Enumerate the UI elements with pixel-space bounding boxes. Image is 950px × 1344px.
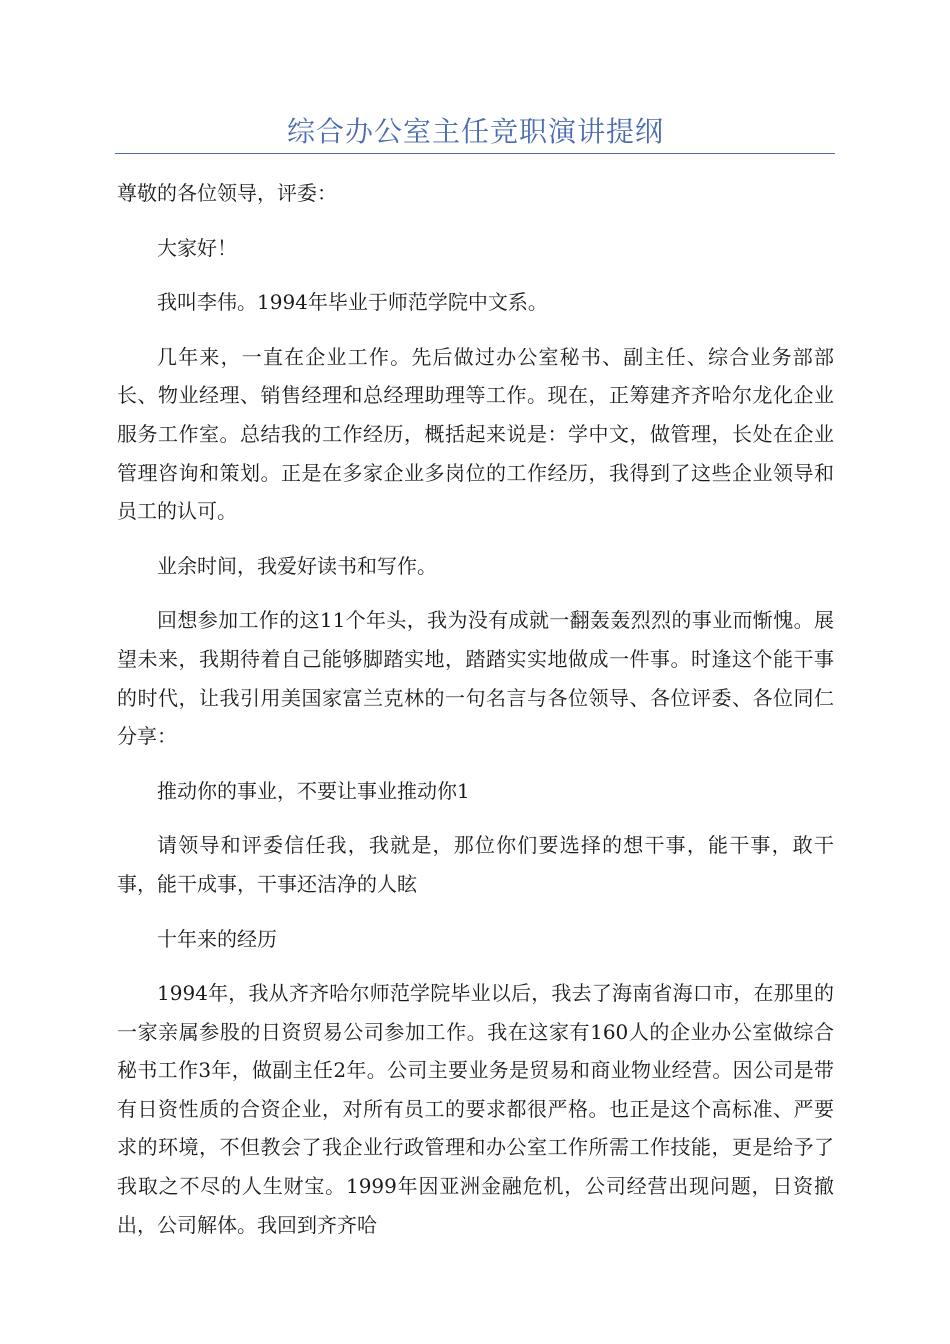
document-title: 综合办公室主任竞职演讲提纲 [286,115,664,148]
paragraph-work-history: 几年来，一直在企业工作。先后做过办公室秘书、副主任、综合业务部部长、物业经理、销售经理和总经理助理等工作。现在，正筹建齐齐哈尔龙化企业服务工作室。总结我的工作经历，概括起来说是：学中文，做管理，长处在企业管理咨询和策划。正是在多家企业多岗位的工作经历，我得到了这些企业领导和员工的认可。 [117,344,834,524]
paragraph-greeting: 大家好！ [157,235,237,260]
paragraph-hobbies: 业余时间，我爱好读书和写作。 [157,553,437,578]
paragraph-introduction: 我叫李伟。1994年毕业于师范学院中文系。 [157,290,548,315]
paragraph-salutation: 尊敬的各位领导，评委： [117,181,337,205]
paragraph-section-heading: 十年来的经历 [157,926,277,951]
paragraph-quote: 推动你的事业，不要让事业推动你1 [157,778,470,803]
title-underline [115,153,835,154]
paragraph-reflection: 回想参加工作的这11个年头，我为没有成就一翻轰轰烈烈的事业而惭愧。展望未来，我期待着自己能够脚踏实地，踏踏实实地做成一件事。时逢这个能干事的时代，让我引用美国家富兰克林的一句名言与各位领导、各位评委、各位同仁分享： [117,608,834,749]
paragraph-experience-detail: 1994年，我从齐齐哈尔师范学院毕业以后，我去了海南省海口市，在那里的一家亲属参股的日资贸易公司参加工作。我在这家有160人的企业办公室做综合秘书工作3年，做副主任2年。公司主要业务是贸易和商业物业经营。因公司是带有日资性质的合资企业，对所有员工的要求都很严格。也正是这个高标准、严要求的环境，不但教会了我企业行政管理和办公室工作所需工作技能，更是给予了我取之不尽的人生财宝。1999年因亚洲金融危机，公司经营出现问题，日资撤出，公司解体。我回到齐齐哈 [117,981,834,1237]
document-body [117,174,834,1260]
paragraph-appeal: 请领导和评委信任我，我就是，那位你们要选择的想干事，能干事，敢干事，能干成事，干事还洁净的人眩 [117,833,834,896]
